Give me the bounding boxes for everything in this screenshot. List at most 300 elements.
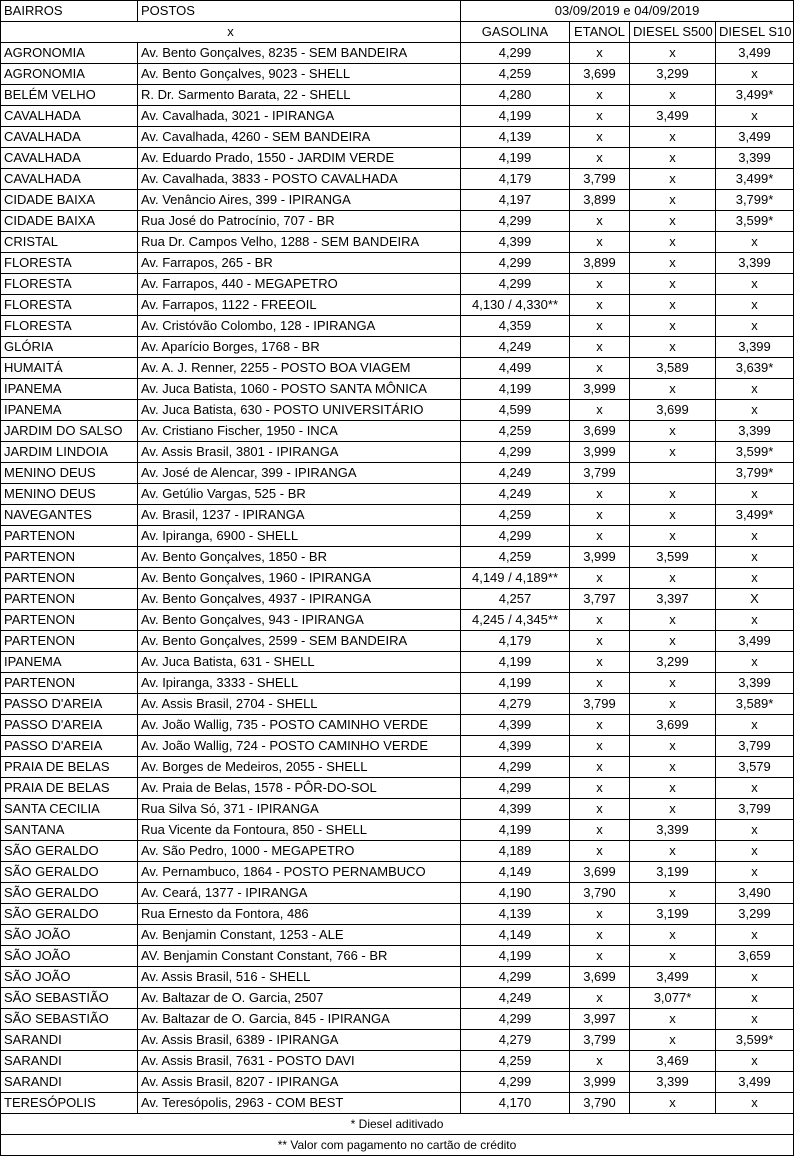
bairro-cell: MENINO DEUS xyxy=(1,463,138,484)
table-row xyxy=(1,610,794,631)
diesel-s500-cell: x xyxy=(630,169,716,190)
diesel-s10-cell: 3,589* xyxy=(716,694,794,715)
bairro-cell: AGRONOMIA xyxy=(1,64,138,85)
posto-cell: Av. Assis Brasil, 2704 - SHELL xyxy=(138,694,461,715)
diesel-s500-cell: 3,699 xyxy=(630,400,716,421)
posto-cell: Av. Cavalhada, 3021 - IPIRANGA xyxy=(138,106,461,127)
etanol-cell: x xyxy=(570,631,630,652)
posto-cell: Av. Ipiranga, 6900 - SHELL xyxy=(138,526,461,547)
bairro-cell: SARANDI xyxy=(1,1030,138,1051)
etanol-cell: x xyxy=(570,946,630,967)
diesel-s500-cell: x xyxy=(630,274,716,295)
gasolina-cell: 4,170 xyxy=(461,1093,570,1114)
table-row xyxy=(1,43,794,64)
etanol-cell: x xyxy=(570,484,630,505)
bairro-cell: PRAIA DE BELAS xyxy=(1,778,138,799)
gasolina-cell: 4,359 xyxy=(461,316,570,337)
diesel-s10-cell: 3,499* xyxy=(716,505,794,526)
posto-cell: Av. Farrapos, 440 - MEGAPETRO xyxy=(138,274,461,295)
bairro-cell: SÃO GERALDO xyxy=(1,862,138,883)
table-row xyxy=(1,232,794,253)
diesel-s10-cell: 3,499 xyxy=(716,127,794,148)
bairro-cell: SANTA CECILIA xyxy=(1,799,138,820)
posto-cell: Av. Ceará, 1377 - IPIRANGA xyxy=(138,883,461,904)
gasolina-cell: 4,299 xyxy=(461,43,570,64)
gasolina-cell: 4,249 xyxy=(461,337,570,358)
table-row xyxy=(1,757,794,778)
bairro-cell: CAVALHADA xyxy=(1,127,138,148)
diesel-s500-cell: x xyxy=(630,232,716,253)
diesel-s10-cell: 3,799 xyxy=(716,736,794,757)
gasolina-cell: 4,179 xyxy=(461,631,570,652)
bairro-cell: PARTENON xyxy=(1,589,138,610)
posto-cell: Av. Brasil, 1237 - IPIRANGA xyxy=(138,505,461,526)
diesel-s10-cell: x xyxy=(716,1093,794,1114)
gasolina-cell: 4,399 xyxy=(461,799,570,820)
posto-cell: Av. Bento Gonçalves, 2599 - SEM BANDEIRA xyxy=(138,631,461,652)
bairro-cell: FLORESTA xyxy=(1,295,138,316)
gasolina-cell: 4,199 xyxy=(461,379,570,400)
diesel-s500-cell: 3,299 xyxy=(630,64,716,85)
etanol-cell: x xyxy=(570,673,630,694)
table-row xyxy=(1,841,794,862)
gasolina-cell: 4,249 xyxy=(461,463,570,484)
gasolina-cell: 4,279 xyxy=(461,1030,570,1051)
table-row xyxy=(1,442,794,463)
table-row xyxy=(1,1072,794,1093)
etanol-cell: x xyxy=(570,106,630,127)
gasolina-cell: 4,259 xyxy=(461,505,570,526)
posto-cell: Av. Bento Gonçalves, 9023 - SHELL xyxy=(138,64,461,85)
etanol-cell: 3,790 xyxy=(570,883,630,904)
diesel-s500-cell: 3,399 xyxy=(630,1072,716,1093)
table-row xyxy=(1,169,794,190)
bairro-cell: PASSO D'AREIA xyxy=(1,736,138,757)
etanol-cell: x xyxy=(570,988,630,1009)
gasolina-cell: 4,259 xyxy=(461,547,570,568)
etanol-cell: x xyxy=(570,358,630,379)
posto-cell: Av. A. J. Renner, 2255 - POSTO BOA VIAGEM xyxy=(138,358,461,379)
diesel-s10-cell: 3,399 xyxy=(716,337,794,358)
diesel-s500-cell: x xyxy=(630,421,716,442)
diesel-s500-cell: x xyxy=(630,757,716,778)
gasolina-cell: 4,499 xyxy=(461,358,570,379)
table-row xyxy=(1,274,794,295)
posto-cell: Av. Juca Batista, 630 - POSTO UNIVERSITÁRIO xyxy=(138,400,461,421)
etanol-cell: 3,797 xyxy=(570,589,630,610)
diesel-s10-cell: x xyxy=(716,274,794,295)
bairro-cell: PARTENON xyxy=(1,547,138,568)
diesel-s10-cell: x xyxy=(716,547,794,568)
etanol-cell: x xyxy=(570,274,630,295)
table-row xyxy=(1,211,794,232)
table-row xyxy=(1,106,794,127)
etanol-cell: x xyxy=(570,337,630,358)
etanol-cell: x xyxy=(570,505,630,526)
table-row xyxy=(1,694,794,715)
etanol-cell: x xyxy=(570,736,630,757)
posto-cell: R. Dr. Sarmento Barata, 22 - SHELL xyxy=(138,85,461,106)
table-row xyxy=(1,1051,794,1072)
gasolina-cell: 4,245 / 4,345** xyxy=(461,610,570,631)
diesel-s10-cell: x xyxy=(716,64,794,85)
bairro-cell: SÃO JOÃO xyxy=(1,946,138,967)
diesel-s10-cell: x xyxy=(716,526,794,547)
etanol-cell: x xyxy=(570,211,630,232)
posto-cell: Av. Eduardo Prado, 1550 - JARDIM VERDE xyxy=(138,148,461,169)
gasolina-cell: 4,257 xyxy=(461,589,570,610)
header-row-2 xyxy=(1,22,794,43)
diesel-s500-cell: x xyxy=(630,85,716,106)
posto-cell: Av. Bento Gonçalves, 4937 - IPIRANGA xyxy=(138,589,461,610)
posto-cell: Av. Bento Gonçalves, 8235 - SEM BANDEIRA xyxy=(138,43,461,64)
diesel-s500-cell: 3,077* xyxy=(630,988,716,1009)
etanol-cell: x xyxy=(570,841,630,862)
diesel-s500-cell: x xyxy=(630,505,716,526)
etanol-cell: x xyxy=(570,778,630,799)
etanol-cell: x xyxy=(570,757,630,778)
diesel-s10-cell: x xyxy=(716,820,794,841)
bairro-cell: FLORESTA xyxy=(1,274,138,295)
diesel-s10-cell: 3,659 xyxy=(716,946,794,967)
bairro-cell: FLORESTA xyxy=(1,253,138,274)
diesel-s10-cell: x xyxy=(716,106,794,127)
diesel-s500-cell: x xyxy=(630,484,716,505)
bairro-cell: CAVALHADA xyxy=(1,169,138,190)
etanol-cell: x xyxy=(570,295,630,316)
gasolina-cell: 4,249 xyxy=(461,484,570,505)
header-row-1 xyxy=(1,1,794,22)
etanol-cell: x xyxy=(570,925,630,946)
bairro-cell: CRISTAL xyxy=(1,232,138,253)
posto-cell: Av. Getúlio Vargas, 525 - BR xyxy=(138,484,461,505)
table-row xyxy=(1,337,794,358)
diesel-s10-cell: 3,499* xyxy=(716,169,794,190)
bairro-cell: PASSO D'AREIA xyxy=(1,715,138,736)
diesel-s10-cell: x xyxy=(716,778,794,799)
diesel-s10-cell: x xyxy=(716,652,794,673)
bairro-cell: IPANEMA xyxy=(1,379,138,400)
table-row xyxy=(1,568,794,589)
etanol-cell: x xyxy=(570,127,630,148)
etanol-cell: 3,997 xyxy=(570,1009,630,1030)
etanol-cell: 3,799 xyxy=(570,1030,630,1051)
bairro-cell: SÃO JOÃO xyxy=(1,967,138,988)
diesel-s10-cell: x xyxy=(716,1009,794,1030)
posto-cell: Av. Juca Batista, 1060 - POSTO SANTA MÔNICA xyxy=(138,379,461,400)
diesel-s10-cell: 3,399 xyxy=(716,253,794,274)
diesel-s500-cell: x xyxy=(630,295,716,316)
table-row xyxy=(1,673,794,694)
bairro-cell: CIDADE BAIXA xyxy=(1,190,138,211)
bairro-cell: PASSO D'AREIA xyxy=(1,694,138,715)
etanol-cell: 3,799 xyxy=(570,169,630,190)
posto-cell: Av. Assis Brasil, 8207 - IPIRANGA xyxy=(138,1072,461,1093)
table-row xyxy=(1,1030,794,1051)
bairro-cell: CAVALHADA xyxy=(1,106,138,127)
footnote-diesel-aditivado: * Diesel aditivado xyxy=(1,1114,794,1135)
bairro-cell: SÃO JOÃO xyxy=(1,925,138,946)
etanol-cell: x xyxy=(570,85,630,106)
table-row xyxy=(1,862,794,883)
diesel-s500-cell: x xyxy=(630,148,716,169)
etanol-cell: 3,799 xyxy=(570,463,630,484)
posto-cell: Av. Juca Batista, 631 - SHELL xyxy=(138,652,461,673)
etanol-cell: 3,699 xyxy=(570,421,630,442)
diesel-s10-cell: x xyxy=(716,379,794,400)
diesel-s10-cell: 3,599* xyxy=(716,1030,794,1051)
posto-cell: AV. Benjamin Constant Constant, 766 - BR xyxy=(138,946,461,967)
posto-cell: Av. Bento Gonçalves, 1850 - BR xyxy=(138,547,461,568)
etanol-cell: 3,999 xyxy=(570,442,630,463)
bairro-cell: GLÓRIA xyxy=(1,337,138,358)
bairro-cell: SARANDI xyxy=(1,1051,138,1072)
bairro-cell: HUMAITÁ xyxy=(1,358,138,379)
table-row xyxy=(1,778,794,799)
etanol-cell: 3,699 xyxy=(570,64,630,85)
etanol-header: ETANOL xyxy=(570,22,630,43)
posto-cell: Rua Dr. Campos Velho, 1288 - SEM BANDEIRA xyxy=(138,232,461,253)
gasolina-cell: 4,259 xyxy=(461,64,570,85)
etanol-cell: x xyxy=(570,610,630,631)
table-row xyxy=(1,64,794,85)
etanol-cell: x xyxy=(570,526,630,547)
gasolina-cell: 4,299 xyxy=(461,967,570,988)
gasolina-cell: 4,130 / 4,330** xyxy=(461,295,570,316)
diesel-s500-cell: x xyxy=(630,43,716,64)
etanol-cell: x xyxy=(570,820,630,841)
table-row xyxy=(1,946,794,967)
posto-cell: Av. Cavalhada, 3833 - POSTO CAVALHADA xyxy=(138,169,461,190)
table-row xyxy=(1,652,794,673)
gasolina-cell: 4,190 xyxy=(461,883,570,904)
posto-cell: Av. Cristiano Fischer, 1950 - INCA xyxy=(138,421,461,442)
etanol-cell: 3,999 xyxy=(570,379,630,400)
diesel-s500-cell: 3,699 xyxy=(630,715,716,736)
gasolina-cell: 4,179 xyxy=(461,169,570,190)
diesel-s10-cell: 3,579 xyxy=(716,757,794,778)
diesel-s10-cell: 3,399 xyxy=(716,673,794,694)
diesel-s10-header: DIESEL S10 xyxy=(716,22,794,43)
diesel-s10-cell: 3,499* xyxy=(716,85,794,106)
diesel-s500-cell: x xyxy=(630,778,716,799)
diesel-s500-cell: x xyxy=(630,211,716,232)
diesel-s10-cell: 3,599* xyxy=(716,442,794,463)
etanol-cell: x xyxy=(570,568,630,589)
etanol-cell: x xyxy=(570,904,630,925)
posto-cell: Av. Assis Brasil, 3801 - IPIRANGA xyxy=(138,442,461,463)
bairro-cell: MENINO DEUS xyxy=(1,484,138,505)
posto-cell: Av. Baltazar de O. Garcia, 2507 xyxy=(138,988,461,1009)
table-row xyxy=(1,925,794,946)
gasolina-cell: 4,149 xyxy=(461,862,570,883)
diesel-s500-cell: x xyxy=(630,946,716,967)
posto-cell: Av. Aparício Borges, 1768 - BR xyxy=(138,337,461,358)
posto-cell: Av. João Wallig, 724 - POSTO CAMINHO VERDE xyxy=(138,736,461,757)
diesel-s500-cell: x xyxy=(630,694,716,715)
bairro-cell: PARTENON xyxy=(1,610,138,631)
gasolina-header: GASOLINA xyxy=(461,22,570,43)
diesel-s500-cell: x xyxy=(630,841,716,862)
gasolina-cell: 4,599 xyxy=(461,400,570,421)
posto-cell: Av. Venâncio Aires, 399 - IPIRANGA xyxy=(138,190,461,211)
diesel-s500-cell: x xyxy=(630,799,716,820)
diesel-s10-cell: x xyxy=(716,610,794,631)
table-row xyxy=(1,526,794,547)
diesel-s10-cell: 3,799 xyxy=(716,799,794,820)
etanol-cell: 3,799 xyxy=(570,694,630,715)
gasolina-cell: 4,199 xyxy=(461,820,570,841)
diesel-s10-cell: 3,399 xyxy=(716,148,794,169)
bairro-cell: PARTENON xyxy=(1,526,138,547)
etanol-cell: x xyxy=(570,232,630,253)
diesel-s10-cell: x xyxy=(716,967,794,988)
gasolina-cell: 4,299 xyxy=(461,274,570,295)
diesel-s10-cell: x xyxy=(716,316,794,337)
posto-cell: Av. Benjamin Constant, 1253 - ALE xyxy=(138,925,461,946)
table-row xyxy=(1,1093,794,1114)
posto-cell: Rua Ernesto da Fontora, 486 xyxy=(138,904,461,925)
table-row xyxy=(1,316,794,337)
diesel-s10-cell: 3,399 xyxy=(716,421,794,442)
bairro-cell: AGRONOMIA xyxy=(1,43,138,64)
table-row xyxy=(1,715,794,736)
table-row xyxy=(1,358,794,379)
gasolina-cell: 4,197 xyxy=(461,190,570,211)
table-row xyxy=(1,379,794,400)
bairro-cell: JARDIM LINDOIA xyxy=(1,442,138,463)
diesel-s10-cell: X xyxy=(716,589,794,610)
gasolina-cell: 4,199 xyxy=(461,148,570,169)
gasolina-cell: 4,279 xyxy=(461,694,570,715)
diesel-s500-cell: 3,499 xyxy=(630,106,716,127)
bairro-cell: PRAIA DE BELAS xyxy=(1,757,138,778)
diesel-s10-cell: 3,490 xyxy=(716,883,794,904)
diesel-s10-cell: x xyxy=(716,484,794,505)
bairro-cell: PARTENON xyxy=(1,631,138,652)
diesel-s10-cell: x xyxy=(716,925,794,946)
posto-cell: Av. Baltazar de O. Garcia, 845 - IPIRANGA xyxy=(138,1009,461,1030)
gasolina-cell: 4,259 xyxy=(461,421,570,442)
posto-cell: Av. Ipiranga, 3333 - SHELL xyxy=(138,673,461,694)
bairro-cell: SARANDI xyxy=(1,1072,138,1093)
diesel-s500-cell: x xyxy=(630,610,716,631)
bairro-cell: SÃO GERALDO xyxy=(1,904,138,925)
posto-cell: Rua Silva Só, 371 - IPIRANGA xyxy=(138,799,461,820)
gasolina-cell: 4,249 xyxy=(461,988,570,1009)
posto-cell: Av. Teresópolis, 2963 - COM BEST xyxy=(138,1093,461,1114)
bairro-cell: CIDADE BAIXA xyxy=(1,211,138,232)
bairro-cell: NAVEGANTES xyxy=(1,505,138,526)
diesel-s10-cell: x xyxy=(716,841,794,862)
bairro-cell: PARTENON xyxy=(1,673,138,694)
gasolina-cell: 4,299 xyxy=(461,1072,570,1093)
table-row xyxy=(1,1009,794,1030)
bairro-cell: IPANEMA xyxy=(1,652,138,673)
etanol-cell: x xyxy=(570,316,630,337)
diesel-s500-header: DIESEL S500 xyxy=(630,22,716,43)
diesel-s10-cell: x xyxy=(716,1051,794,1072)
diesel-s500-cell: x xyxy=(630,673,716,694)
diesel-s10-cell: x xyxy=(716,988,794,1009)
bairro-cell: SÃO SEBASTIÃO xyxy=(1,1009,138,1030)
diesel-s10-cell: x xyxy=(716,862,794,883)
diesel-s500-cell: x xyxy=(630,568,716,589)
diesel-s500-cell: 3,469 xyxy=(630,1051,716,1072)
footnote-row xyxy=(1,1114,794,1135)
etanol-cell: x xyxy=(570,715,630,736)
bairro-cell: SANTANA xyxy=(1,820,138,841)
gasolina-cell: 4,299 xyxy=(461,211,570,232)
etanol-cell: 3,999 xyxy=(570,547,630,568)
posto-cell: Av. Cristóvão Colombo, 128 - IPIRANGA xyxy=(138,316,461,337)
diesel-s10-cell: 3,499 xyxy=(716,631,794,652)
diesel-s500-cell: 3,499 xyxy=(630,967,716,988)
gasolina-cell: 4,139 xyxy=(461,127,570,148)
diesel-s10-cell: 3,499 xyxy=(716,1072,794,1093)
diesel-s10-cell: 3,499 xyxy=(716,43,794,64)
gasolina-cell: 4,280 xyxy=(461,85,570,106)
diesel-s500-cell: 3,589 xyxy=(630,358,716,379)
diesel-s10-cell: x xyxy=(716,400,794,421)
footnote-row xyxy=(1,1135,794,1156)
diesel-s500-cell: x xyxy=(630,736,716,757)
bairros-header: BAIRROS xyxy=(1,1,138,22)
diesel-s10-cell: 3,639* xyxy=(716,358,794,379)
table-row xyxy=(1,127,794,148)
table-row xyxy=(1,820,794,841)
diesel-s500-cell: 3,199 xyxy=(630,904,716,925)
gasolina-cell: 4,399 xyxy=(461,715,570,736)
diesel-s500-cell: x xyxy=(630,526,716,547)
bairro-cell: TERESÓPOLIS xyxy=(1,1093,138,1114)
diesel-s500-cell: x xyxy=(630,1093,716,1114)
diesel-s10-cell: x xyxy=(716,568,794,589)
posto-cell: Rua Vicente da Fontoura, 850 - SHELL xyxy=(138,820,461,841)
gasolina-cell: 4,299 xyxy=(461,442,570,463)
bairro-cell: CAVALHADA xyxy=(1,148,138,169)
gasolina-cell: 4,299 xyxy=(461,526,570,547)
gasolina-cell: 4,199 xyxy=(461,673,570,694)
table-row xyxy=(1,799,794,820)
etanol-cell: x xyxy=(570,1051,630,1072)
etanol-cell: 3,899 xyxy=(570,190,630,211)
posto-cell: Av. Bento Gonçalves, 1960 - IPIRANGA xyxy=(138,568,461,589)
x-marker-header: x xyxy=(1,22,461,43)
etanol-cell: 3,999 xyxy=(570,1072,630,1093)
diesel-s500-cell: x xyxy=(630,316,716,337)
etanol-cell: x xyxy=(570,43,630,64)
date-range-header: 03/09/2019 e 04/09/2019 xyxy=(461,1,794,22)
etanol-cell: x xyxy=(570,400,630,421)
diesel-s500-cell: x xyxy=(630,883,716,904)
diesel-s500-cell: x xyxy=(630,1030,716,1051)
diesel-s10-cell: x xyxy=(716,295,794,316)
table-row xyxy=(1,85,794,106)
gasolina-cell: 4,189 xyxy=(461,841,570,862)
posto-cell: Av. Pernambuco, 1864 - POSTO PERNAMBUCO xyxy=(138,862,461,883)
posto-cell: Av. João Wallig, 735 - POSTO CAMINHO VERDE xyxy=(138,715,461,736)
posto-cell: Av. Assis Brasil, 516 - SHELL xyxy=(138,967,461,988)
gasolina-cell: 4,149 xyxy=(461,925,570,946)
gasolina-cell: 4,399 xyxy=(461,736,570,757)
table-row xyxy=(1,484,794,505)
diesel-s500-cell: 3,599 xyxy=(630,547,716,568)
gasolina-cell: 4,199 xyxy=(461,106,570,127)
gasolina-cell: 4,299 xyxy=(461,757,570,778)
gasolina-cell: 4,199 xyxy=(461,946,570,967)
diesel-s500-cell xyxy=(630,463,716,484)
